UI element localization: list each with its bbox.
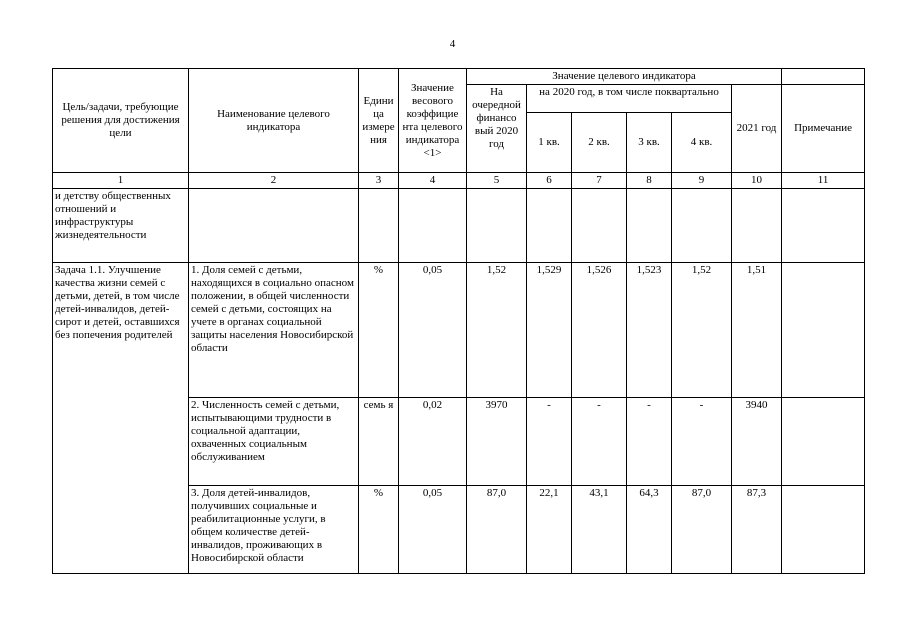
column-number: 6 — [527, 173, 572, 189]
indicator-cell — [189, 189, 359, 263]
unit-cell: % — [359, 486, 399, 574]
q1-cell — [527, 189, 572, 263]
header-quarterly-2020: на 2020 год, в том числе поквартально — [527, 85, 732, 113]
header-note: Примечание — [782, 85, 865, 173]
column-number: 4 — [399, 173, 467, 189]
q3-cell: 1,523 — [627, 263, 672, 398]
q4-cell: 87,0 — [672, 486, 732, 574]
weight-cell: 0,05 — [399, 263, 467, 398]
weight-cell: 0,05 — [399, 486, 467, 574]
column-number: 8 — [627, 173, 672, 189]
table-row — [53, 263, 865, 398]
column-number: 1 — [53, 173, 189, 189]
note-cell — [782, 263, 865, 398]
weight-cell: 0,02 — [399, 398, 467, 486]
column-number: 11 — [782, 173, 865, 189]
q2-cell: - — [572, 398, 627, 486]
column-number: 7 — [572, 173, 627, 189]
unit-cell: % — [359, 263, 399, 398]
header-q3: 3 кв. — [627, 113, 672, 173]
q2-cell: 1,526 — [572, 263, 627, 398]
header-empty-cell — [782, 69, 865, 85]
header-indicator-value-group: Значение целевого индикатора — [467, 69, 782, 85]
q4-cell — [672, 189, 732, 263]
goal-cell: и детству общественных отношений и инфраструктуры жизнедеятельности — [53, 189, 189, 263]
header-weight: Значение весового коэффицие нта целевого индикатора <1> — [399, 69, 467, 173]
unit-cell — [359, 189, 399, 263]
column-number: 10 — [732, 173, 782, 189]
y2021-cell: 1,51 — [732, 263, 782, 398]
y2021-cell: 87,3 — [732, 486, 782, 574]
column-number: 2 — [189, 173, 359, 189]
y2021-cell — [732, 189, 782, 263]
q3-cell: 64,3 — [627, 486, 672, 574]
fy2020-cell — [467, 189, 527, 263]
indicator-cell: 3. Доля детей-инвалидов, получивших социальные и реабилитационные услуги, в общем количестве детей-инвалидов, проживающих в Новосибирской области — [189, 486, 359, 574]
note-cell — [782, 189, 865, 263]
column-number: 9 — [672, 173, 732, 189]
target-indicators-table — [52, 68, 865, 574]
header-unit: Едини ца измере ния — [359, 69, 399, 173]
weight-cell — [399, 189, 467, 263]
fy2020-cell: 3970 — [467, 398, 527, 486]
header-fy2020: На очередной финансо вый 2020 год — [467, 85, 527, 173]
q1-cell: 22,1 — [527, 486, 572, 574]
q3-cell: - — [627, 398, 672, 486]
header-2021: 2021 год — [732, 85, 782, 173]
q3-cell — [627, 189, 672, 263]
goal-cell: Задача 1.1. Улучшение качества жизни семей с детьми, детей, в том числе детей-инвалидов, детей-сирот и детей, оставшихся без попечения родителей — [53, 263, 189, 574]
q2-cell: 43,1 — [572, 486, 627, 574]
header-goal: Цель/задачи, требующие решения для достижения цели — [53, 69, 189, 173]
note-cell — [782, 398, 865, 486]
page-number: 4 — [449, 38, 456, 50]
indicator-cell: 1. Доля семей с детьми, находящихся в социально опасном положении, в общей численности семей с детьми, состоящих на учете в органах социальной защиты населения Новосибирской области — [189, 263, 359, 398]
header-q2: 2 кв. — [572, 113, 627, 173]
column-number: 3 — [359, 173, 399, 189]
q4-cell: - — [672, 398, 732, 486]
header-q1: 1 кв. — [527, 113, 572, 173]
fy2020-cell: 87,0 — [467, 486, 527, 574]
q2-cell — [572, 189, 627, 263]
q1-cell: - — [527, 398, 572, 486]
header-q4: 4 кв. — [672, 113, 732, 173]
header-indicator-name: Наименование целевого индикатора — [189, 69, 359, 173]
indicator-cell: 2. Численность семей с детьми, испытывающими трудности в социальной адаптации, охваченных социальным обслуживанием — [189, 398, 359, 486]
column-number: 5 — [467, 173, 527, 189]
q1-cell: 1,529 — [527, 263, 572, 398]
y2021-cell: 3940 — [732, 398, 782, 486]
column-number-row — [53, 173, 865, 189]
q4-cell: 1,52 — [672, 263, 732, 398]
unit-cell: семь я — [359, 398, 399, 486]
fy2020-cell: 1,52 — [467, 263, 527, 398]
note-cell — [782, 486, 865, 574]
table-row — [53, 189, 865, 263]
